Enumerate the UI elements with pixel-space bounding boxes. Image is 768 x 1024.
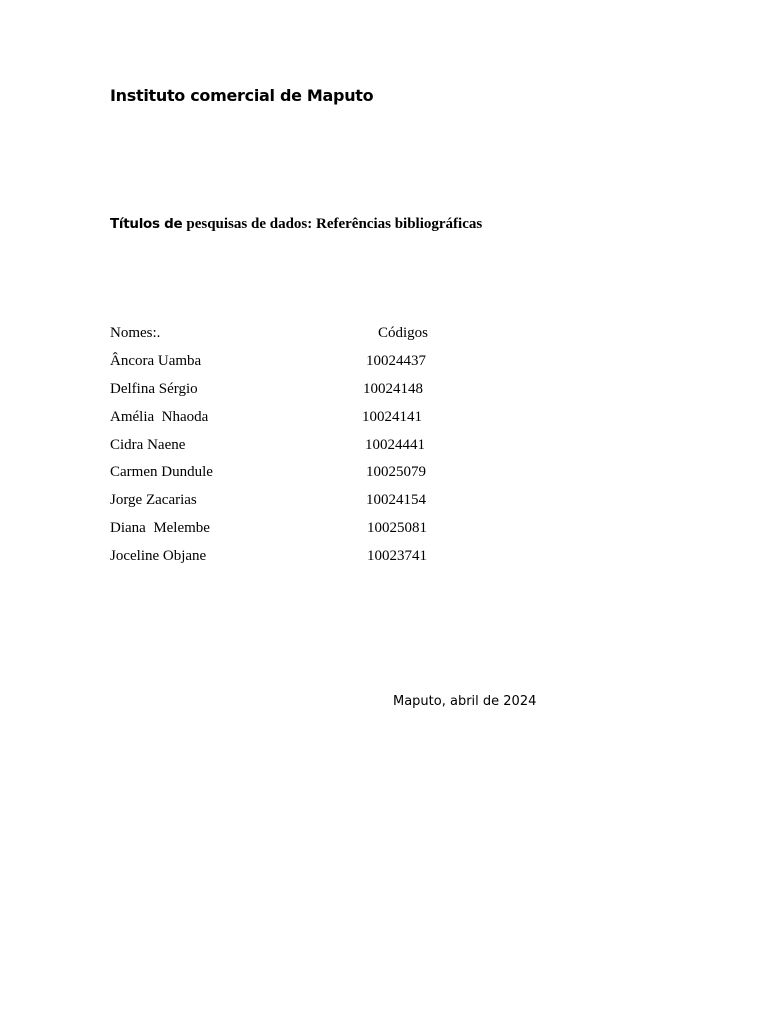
member-code: 10024154 xyxy=(366,492,426,509)
member-code: 10024441 xyxy=(365,436,425,453)
member-name: Jorge Zacarias xyxy=(110,492,197,509)
member-row xyxy=(110,352,426,381)
code-column-header: Códigos xyxy=(378,325,429,341)
member-row xyxy=(110,464,426,492)
member-row xyxy=(110,408,422,437)
member-name: Carmen Dundule xyxy=(110,464,213,481)
member-code: 10024148 xyxy=(363,380,423,397)
member-row xyxy=(110,436,425,465)
member-row xyxy=(110,548,427,576)
member-name: Joceline Objane xyxy=(110,548,207,565)
member-code: 10024437 xyxy=(366,352,426,369)
document-title-part-2: pesquisas de dados: Referências bibliográficas xyxy=(186,216,483,232)
document-title xyxy=(110,215,482,233)
document-title-part-1: Títulos de xyxy=(110,216,183,232)
name-column-header: Nomes:. xyxy=(110,325,161,341)
institution-name: Instituto comercial de Maputo xyxy=(110,86,374,105)
member-row xyxy=(110,492,426,520)
member-name: Delfina Sérgio xyxy=(110,380,198,397)
member-name: Âncora Uamba xyxy=(110,352,202,369)
members-table xyxy=(110,325,429,576)
member-name: Amélia Nhaoda xyxy=(110,408,209,425)
member-code: 10025081 xyxy=(367,520,427,537)
members-table-header xyxy=(110,325,429,353)
place-and-date: Maputo, abril de 2024 xyxy=(393,694,537,709)
member-name: Diana Melembe xyxy=(110,520,210,537)
member-name: Cidra Naene xyxy=(110,436,186,453)
member-row xyxy=(110,520,427,548)
member-code: 10023741 xyxy=(367,548,427,565)
member-code: 10025079 xyxy=(366,464,426,481)
member-row xyxy=(110,380,423,409)
member-code: 10024141 xyxy=(362,408,422,425)
